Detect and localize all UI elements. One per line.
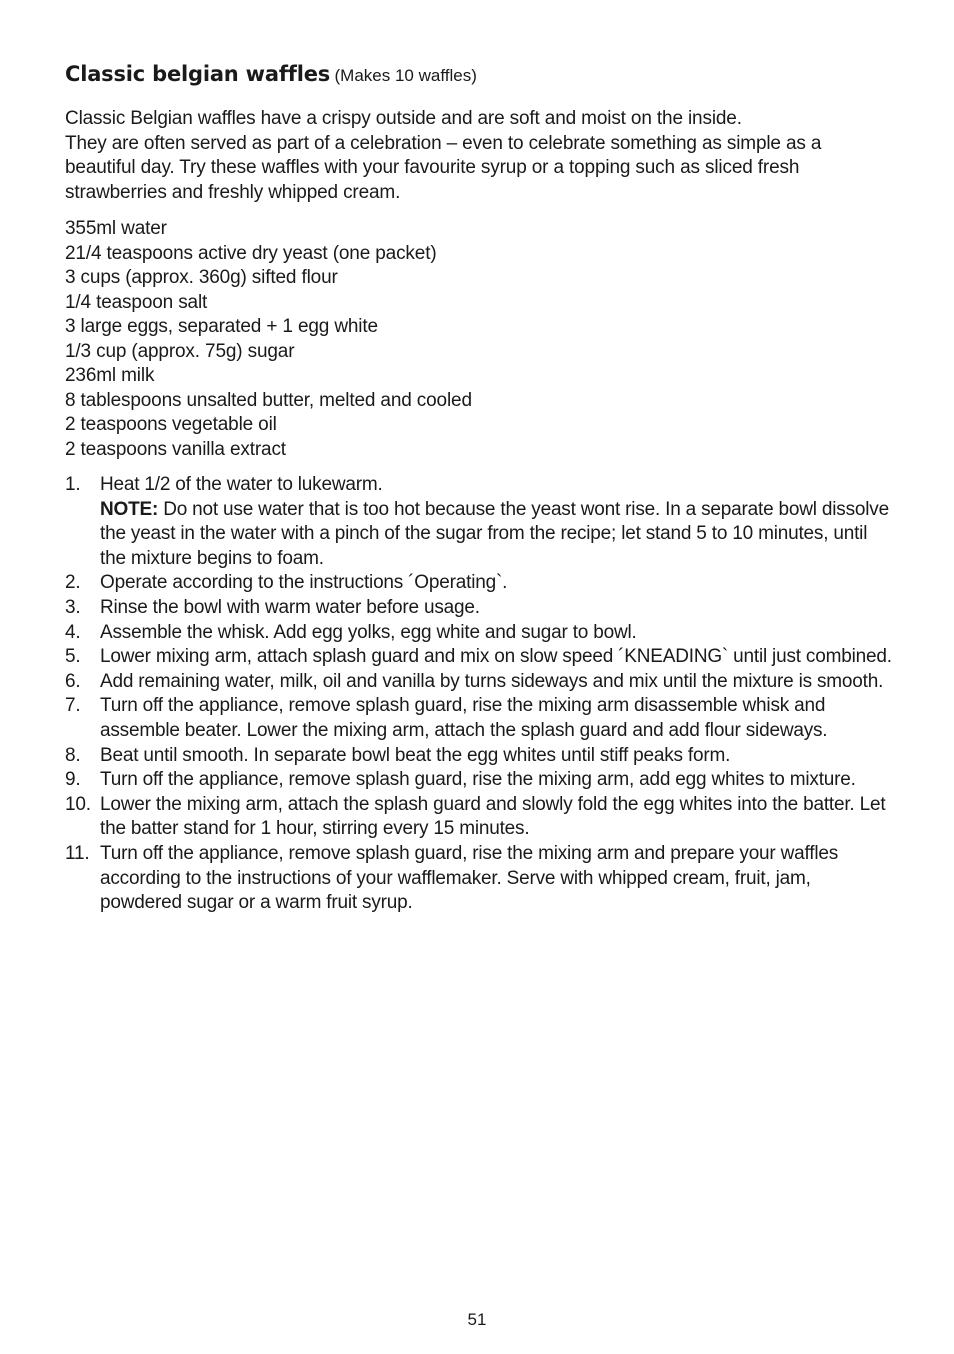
step-text: Heat 1/2 of the water to lukewarm. [100,474,383,495]
step-number: 11. [65,842,90,864]
ingredient-item: 2 teaspoons vanilla extract [65,438,286,460]
step-number: 9. [65,769,81,791]
step-number: 8. [65,744,81,766]
step-item [65,793,895,842]
intro-paragraph: Classic Belgian waffles have a crispy outside and are soft and moist on the inside. [65,108,742,129]
intro-paragraph: They are often served as part of a celebration – even to celebrate something as simple as a beautiful day. Try these waffles with your favourite syrup or a topping such as sliced fresh strawberries and freshly whipped cream. [65,132,822,203]
step-text: Lower mixing arm, attach splash guard and mix on slow speed ´KNEADING` until just combined. [100,646,892,668]
recipe-intro [65,107,895,205]
step-number: 5. [65,646,81,668]
ingredient-item: 21/4 teaspoons active dry yeast (one packet) [65,242,437,264]
ingredient-item: 3 cups (approx. 360g) sifted flour [65,267,338,288]
step-text: Lower the mixing arm, attach the splash guard and slowly fold the egg whites into the batter. Let the batter stand for 1 hour, stirring every 15 minutes. [100,793,886,840]
note-text: Do not use water that is too hot because the yeast wont rise. In a separate bowl dissolve the yeast in the water with a pinch of the sugar from the recipe; let stand 5 to 10 minutes, until the mixture begins to foam. [100,498,889,569]
ingredient-item: 3 large eggs, separated + 1 egg white [65,316,378,337]
step-item [65,694,895,743]
ingredient-item: 2 teaspoons vegetable oil [65,414,277,435]
step-item [65,473,895,571]
step-item [65,768,895,793]
step-item [65,596,895,621]
recipe-heading [65,58,895,93]
ingredient-item: 355ml water [65,218,167,239]
ingredient-item: 236ml milk [65,365,155,386]
step-item [65,645,895,670]
step-text: Beat until smooth. In separate bowl beat the egg whites until stiff peaks form. [100,744,731,766]
step-item [65,670,895,695]
step-item [65,621,895,646]
step-text: Rinse the bowl with warm water before usage. [100,596,480,618]
step-item [65,842,895,916]
step-number: 1. [65,474,81,495]
step-text: Turn off the appliance, remove splash guard, rise the mixing arm disassemble whisk and assemble beater. Lower the mixing arm, attach the splash guard and add flour sideways. [100,695,828,741]
step-number: 7. [65,695,81,717]
step-text: Add remaining water, milk, oil and vanilla by turns sideways and mix until the mixture is smooth. [100,670,884,692]
step-text: Assemble the whisk. Add egg yolks, egg white and sugar to bowl. [100,621,637,643]
ingredient-item: 1/3 cup (approx. 75g) sugar [65,340,295,362]
step-item [65,744,895,769]
step-number: 10. [65,793,91,815]
ingredient-list [65,217,895,462]
step-text: Turn off the appliance, remove splash guard, rise the mixing arm and prepare your waffles according to the instructions of your wafflemaker. Serve with whipped cream, fruit, jam, powdered sugar or a warm fruit syrup. [100,842,839,914]
recipe-title: Classic belgian waffles [65,62,331,86]
ingredient-item: 1/4 teaspoon salt [65,291,208,313]
recipe-yield: (Makes 10 waffles) [334,66,477,85]
page-number: 51 [467,1310,487,1329]
step-text: Turn off the appliance, remove splash guard, rise the mixing arm, add egg whites to mixture. [100,769,856,791]
step-number: 3. [65,596,81,618]
note-label: NOTE: [100,498,159,520]
step-number: 2. [65,572,81,594]
ingredient-item: 8 tablespoons unsalted butter, melted and cooled [65,389,472,411]
step-number: 4. [65,621,81,643]
step-item [65,571,895,596]
step-number: 6. [65,670,81,692]
instruction-steps [65,473,895,916]
recipe-page [65,58,895,916]
step-text: Operate according to the instructions ´Operating`. [100,572,508,594]
